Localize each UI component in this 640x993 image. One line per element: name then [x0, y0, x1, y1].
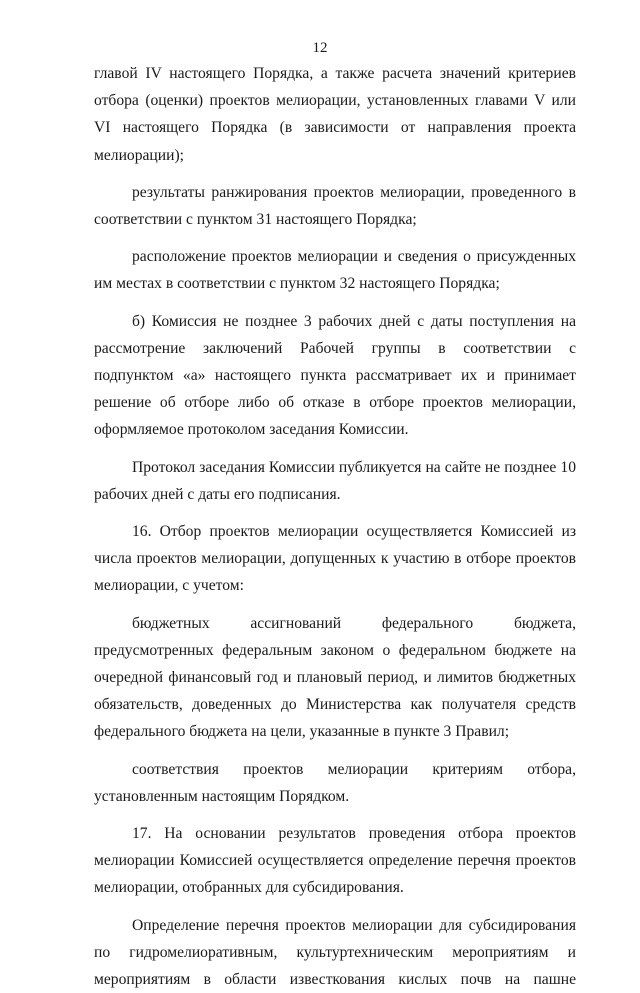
paragraph-continuation: главой IV настоящего Порядка, а также расчета значений критериев отбора (оценки) проектов мелиорации, установленных главами V или VI настоящего Порядка (в зависимости от направления проекта мелиорации); — [94, 65, 576, 164]
paragraph-criteria-compliance: соответствия проектов мелиорации критериям отбора, установленным настоящим Порядком. — [94, 760, 576, 805]
page-number: 12 — [312, 40, 328, 56]
paragraph-commission-review: б) Комиссия не позднее 3 рабочих дней с даты поступления на рассмотрение заключений Рабочей группы в соответствии с подпунктом «а» настоящего пункта рассматривает их и принимает решение об отборе либо об отказе в отборе проектов мелиорации, оформляемое протоколом заседания Комиссии. — [94, 312, 576, 439]
paragraph-clause-17: 17. На основании результатов проведения отбора проектов мелиорации Комиссией осуществляется определение перечня проектов мелиорации, отобранных для субсидирования. — [94, 825, 576, 897]
paragraph-subsidy-list: Определение перечня проектов мелиорации для субсидирования по гидромелиоративным, культуртехническим мероприятиям и мероприятиям в области известкования кислых почв на пашне — [94, 916, 576, 989]
paragraph-budget-allocations: бюджетных ассигнований федерального бюджета, предусмотренных федеральным законом о федеральном бюджете на очередной финансовый год и плановый период, и лимитов бюджетных обязательств, доведенных до Министерства как получателя средств федерального бюджета на цели, указанные в пункте 3 Правил; — [94, 614, 576, 741]
paragraph-project-placement: расположение проектов мелиорации и сведения о присужденных им местах в соответствии с пунктом 32 настоящего Порядка; — [94, 248, 576, 293]
paragraph-protocol-publication: Протокол заседания Комиссии публикуется на сайте не позднее 10 рабочих дней с даты его подписания. — [94, 458, 576, 503]
paragraph-clause-16: 16. Отбор проектов мелиорации осуществляется Комиссией из числа проектов мелиорации, допущенных к участию в отборе проектов мелиорации, с учетом: — [94, 523, 576, 595]
document-body — [94, 60, 576, 993]
paragraph-ranking-results: результаты ранжирования проектов мелиорации, проведенного в соответствии с пунктом 31 настоящего Порядка; — [94, 183, 576, 229]
